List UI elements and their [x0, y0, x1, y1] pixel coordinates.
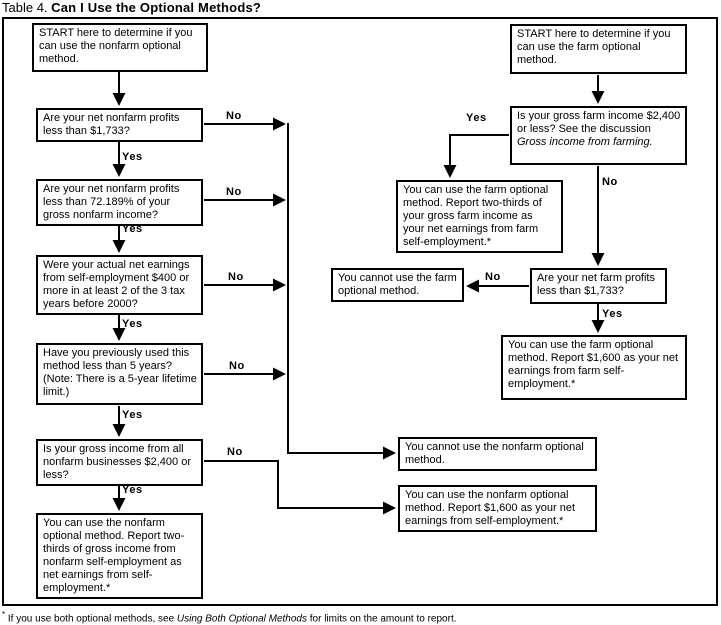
- farm-cannot-use-result-box: You cannot use the farm optional method.: [331, 268, 464, 302]
- no-label-nonfarm-percent: No: [226, 186, 242, 198]
- yes-label-nonfarm-previous-use: Yes: [122, 409, 143, 421]
- yes-label-farm-gross-income: Yes: [466, 112, 487, 124]
- nonfarm-cannot-use-result-box: You cannot use the nonfarm optional method.: [398, 437, 597, 471]
- yes-label-nonfarm-actual-earnings: Yes: [122, 318, 143, 330]
- yes-label-nonfarm-net-profits: Yes: [122, 151, 143, 163]
- nonfarm-previous-use-question-box: Have you previously used this method less than 5 years? (Note: There is a 5-year lifetime limit.): [36, 343, 203, 405]
- farm-can-use-1600-result-box: You can use the farm optional method. Report $1,600 as your net earnings from farm self-employment.*: [501, 335, 687, 400]
- nonfarm-net-profits-question-box: Are your net nonfarm profits less than $1,733?: [36, 108, 203, 142]
- no-label-farm-gross-income: No: [602, 176, 618, 188]
- nonfarm-start-box: START here to determine if you can use the nonfarm optional method.: [32, 23, 208, 72]
- farm-gross-income-question-box: [510, 106, 687, 165]
- farm-start-box: START here to determine if you can use the farm optional method.: [510, 24, 687, 74]
- farm-gross-income-question-italic: Gross income from farming.: [517, 136, 653, 148]
- yes-label-nonfarm-gross-income: Yes: [122, 484, 143, 496]
- no-label-nonfarm-previous-use: No: [229, 360, 245, 372]
- footnote-italic: Using Both Optional Methods: [176, 613, 307, 625]
- no-label-nonfarm-gross-income: No: [227, 446, 243, 458]
- footnote: [2, 609, 457, 625]
- page-title-prefix: Table 4.: [2, 0, 52, 15]
- farm-net-profits-question-box: Are your net farm profits less than $1,733?: [530, 268, 667, 304]
- no-label-farm-net-profits: No: [485, 271, 501, 283]
- page-title: [2, 0, 261, 15]
- no-label-nonfarm-net-profits: No: [226, 110, 242, 122]
- footnote-suffix: for limits on the amount to report.: [306, 613, 457, 625]
- nonfarm-actual-earnings-question-box: Were your actual net earnings from self-employment $400 or more in at least 2 of the 3 tax years before 2000?: [36, 255, 203, 315]
- yes-label-farm-net-profits: Yes: [602, 308, 623, 320]
- farm-can-use-two-thirds-result-box: You can use the farm optional method. Report two-thirds of your gross farm income as your net earnings from farm self-employment.*: [396, 180, 563, 253]
- nonfarm-gross-income-question-box: Is your gross income from all nonfarm businesses $2,400 or less?: [36, 439, 203, 486]
- no-label-nonfarm-actual-earnings: No: [228, 271, 244, 283]
- page-title-main: Can I Use the Optional Methods?: [51, 0, 262, 15]
- nonfarm-can-use-two-thirds-result-box: You can use the nonfarm optional method. Report two-thirds of gross income from nonfarm self-employment as net earnings from self-employment.*: [36, 513, 203, 599]
- footnote-asterisk: *: [2, 610, 6, 619]
- footnote-prefix: If you use both optional methods, see: [5, 613, 177, 625]
- nonfarm-can-use-1600-result-box: You can use the nonfarm optional method. Report $1,600 as your net earnings from self-employment.*: [398, 485, 597, 532]
- farm-gross-income-question-text: Is your gross farm income $2,400 or less? See the discussion: [517, 110, 681, 135]
- yes-label-nonfarm-percent: Yes: [122, 223, 143, 235]
- nonfarm-percent-question-box: Are your net nonfarm profits less than 72.189% of your gross nonfarm income?: [36, 179, 203, 226]
